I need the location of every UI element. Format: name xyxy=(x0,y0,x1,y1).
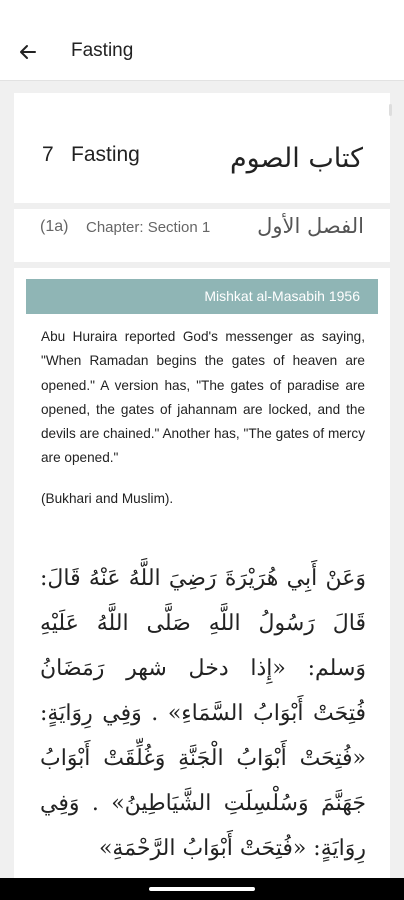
chapter-number: (1a) xyxy=(40,218,69,235)
hadith-reference-bar[interactable] xyxy=(26,279,378,314)
hadith-source: (Bukhari and Muslim). xyxy=(41,491,174,506)
book-header xyxy=(14,93,390,203)
arrow-left-icon xyxy=(18,42,38,62)
home-handle[interactable] xyxy=(149,887,255,891)
hadith-text-en: Abu Huraira reported God's messenger as saying, "When Ramadan begins the gates of heaven are opened." A version has, "The gates of paradise are opened, the gates of jahannam are locked, and the devils are chained." Another has, "The gates of mercy are opened." xyxy=(41,329,365,466)
divider xyxy=(14,203,390,209)
back-button[interactable] xyxy=(14,38,42,66)
hadith-text-ar: وَعَنْ أَبِي هُرَيْرَةَ رَضِيَ اللَّهُ عَنْهُ قَالَ: قَالَ رَسُولُ اللَّهِ صَلَّى اللَّهُ عَلَيْهِ وَسلم: «إِذا دخل شهر رَمَضَانُ فُتِحَتْ أَبْوَابُ السَّمَاءِ» . وَفِي رِوَايَةٍ: «فُتِحَتْ أَبْوَابُ الْجَنَّةِ وَغُلِّقَتْ أَبْوَابُ جَهَنَّمَ وَسُلْسِلَتِ الشَّيَاطِينُ» . وَفِي رِوَايَةٍ: «فُتِحَتْ أَبْوَابُ الرَّحْمَةِ» xyxy=(40,566,366,861)
chapter-title-en: Chapter: Section 1 xyxy=(86,219,211,236)
divider xyxy=(14,262,390,268)
page-title: Fasting xyxy=(71,40,134,61)
hadith-reference: Mishkat al-Masabih 1956 xyxy=(204,288,360,304)
system-nav-bar xyxy=(0,878,404,900)
book-number: 7 xyxy=(42,143,54,166)
book-title-en: Fasting xyxy=(71,143,140,166)
book-title-ar: كتاب الصوم xyxy=(229,143,363,174)
chapter-title-ar: الفصل الأول xyxy=(257,214,364,238)
app-bar xyxy=(0,0,404,81)
